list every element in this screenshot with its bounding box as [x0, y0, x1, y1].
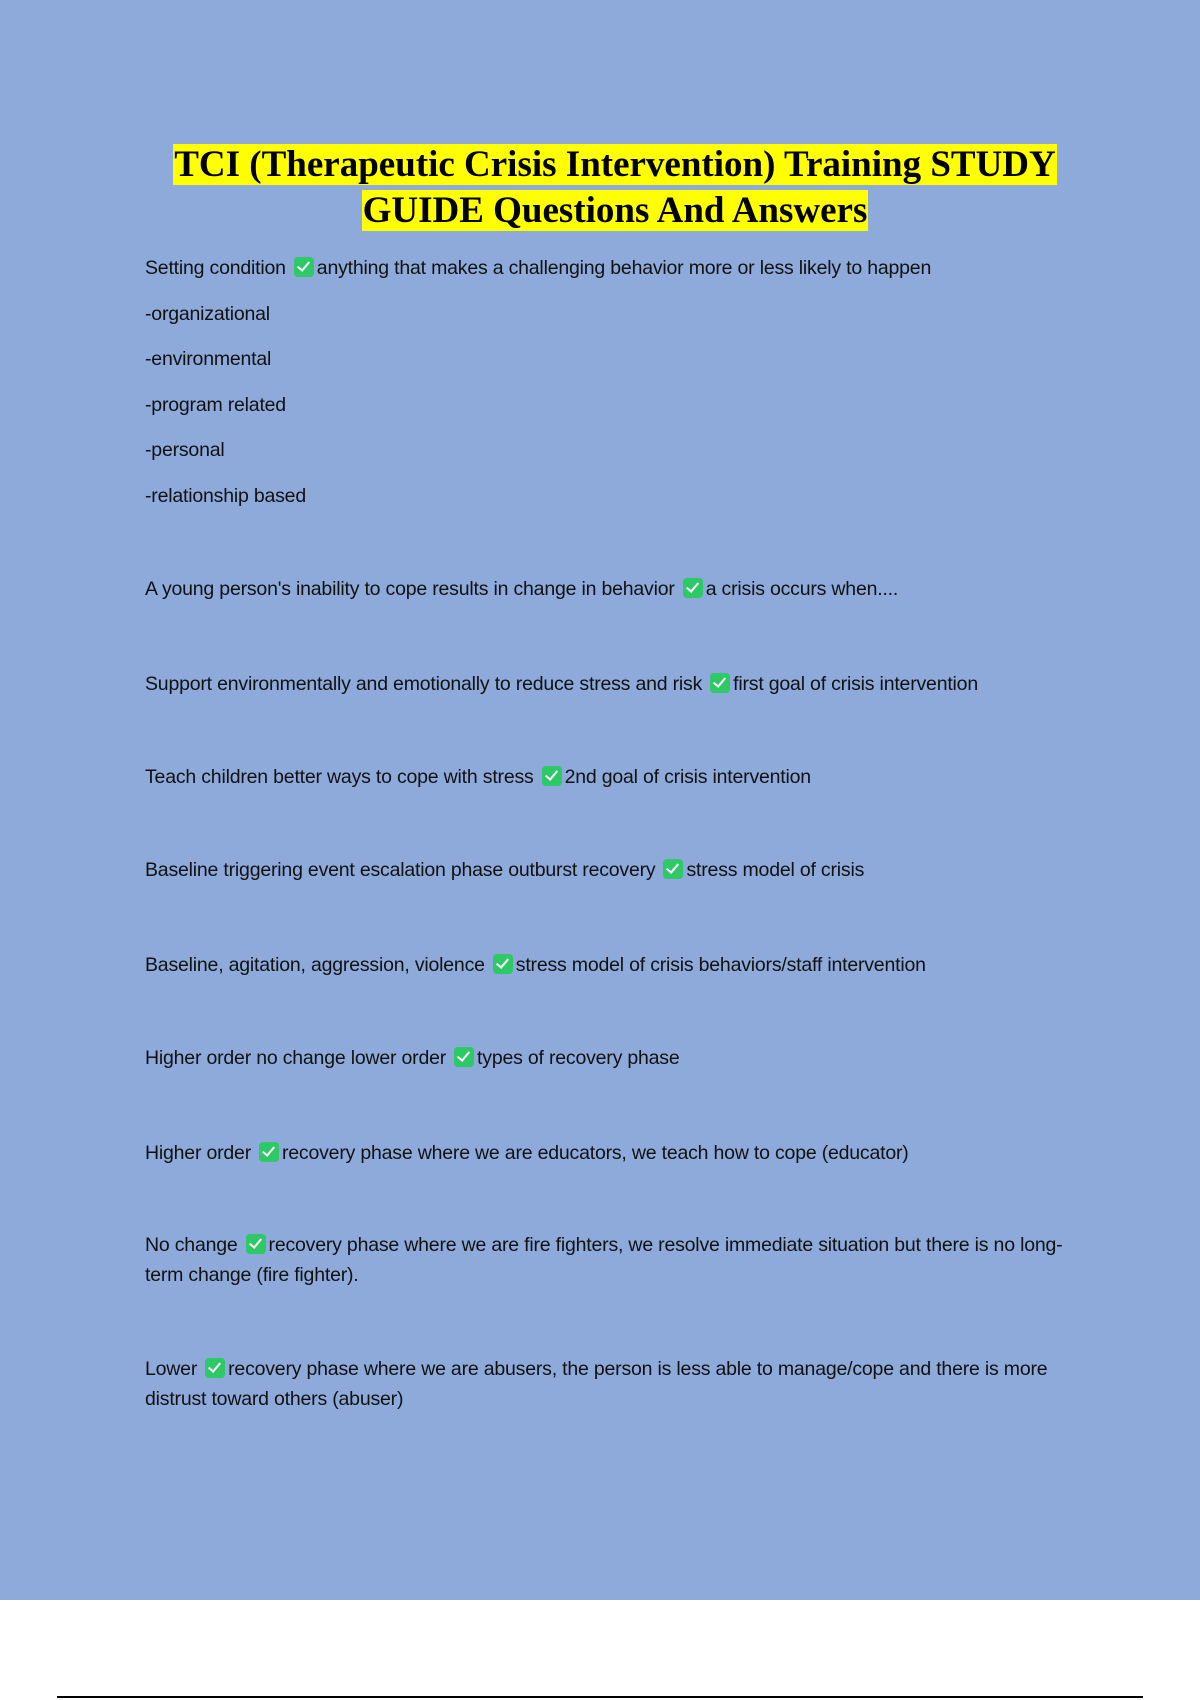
qa-item [145, 1230, 1090, 1290]
qa-definition: anything that makes a challenging behavior more or less likely to happen [316, 257, 932, 279]
qa-definition: recovery phase where we are educators, we teach how to cope (educator) [281, 1142, 909, 1164]
check-mark-icon [205, 1358, 225, 1378]
list-item: -environmental [145, 348, 272, 370]
page-title [140, 142, 1090, 234]
list-item: -program related [145, 394, 286, 416]
qa-term: Lower [145, 1358, 198, 1380]
qa-definition: recovery phase where we are abusers, the person is less able to manage/cope and there is more distrust toward others (abuser) [145, 1358, 1048, 1410]
check-mark-icon [663, 859, 683, 879]
title-line-1: TCI (Therapeutic Crisis Intervention) Training STUDY [174, 144, 1056, 185]
check-mark-icon [683, 578, 703, 598]
qa-item [145, 855, 1090, 885]
qa-definition: stress model of crisis behaviors/staff intervention [515, 954, 926, 976]
qa-item [145, 574, 1090, 604]
qa-term: Support environmentally and emotionally to reduce stress and risk [145, 673, 703, 695]
qa-definition: a crisis occurs when.... [705, 578, 899, 600]
qa-term: Baseline, agitation, aggression, violence [145, 954, 485, 976]
check-mark-icon [246, 1234, 266, 1254]
qa-item-setting-condition [145, 255, 1090, 281]
qa-term: No change [145, 1234, 238, 1256]
qa-term: Setting condition [145, 257, 286, 279]
list-item: -organizational [145, 303, 270, 325]
qa-definition: stress model of crisis [686, 859, 865, 881]
qa-definition: first goal of crisis intervention [733, 673, 978, 695]
qa-item [145, 1354, 1090, 1414]
list-item: -relationship based [145, 485, 306, 507]
qa-item [145, 762, 1090, 792]
footer-rule [57, 1696, 1143, 1698]
check-mark-icon [710, 673, 730, 693]
qa-term: Baseline triggering event escalation phase outburst recovery [145, 859, 656, 881]
title-line-2: GUIDE Questions And Answers [362, 190, 868, 231]
qa-item [145, 950, 1090, 980]
qa-definition: recovery phase where we are fire fighters, we resolve immediate situation but there is no long-term change (fire fighter). [145, 1234, 1063, 1286]
check-mark-icon [259, 1142, 279, 1162]
qa-definition: types of recovery phase [477, 1047, 680, 1069]
check-mark-icon [542, 766, 562, 786]
qa-item [145, 669, 1090, 699]
qa-item [145, 1043, 1090, 1073]
list-item: -personal [145, 439, 225, 461]
qa-definition: 2nd goal of crisis intervention [564, 766, 811, 788]
qa-term: Higher order [145, 1142, 251, 1164]
check-mark-icon [454, 1047, 474, 1067]
check-mark-icon [493, 954, 513, 974]
check-mark-icon [294, 257, 314, 277]
qa-term: Teach children better ways to cope with stress [145, 766, 534, 788]
qa-term: A young person's inability to cope results in change in behavior [145, 578, 675, 600]
qa-item [145, 1138, 1090, 1168]
qa-term: Higher order no change lower order [145, 1047, 447, 1069]
